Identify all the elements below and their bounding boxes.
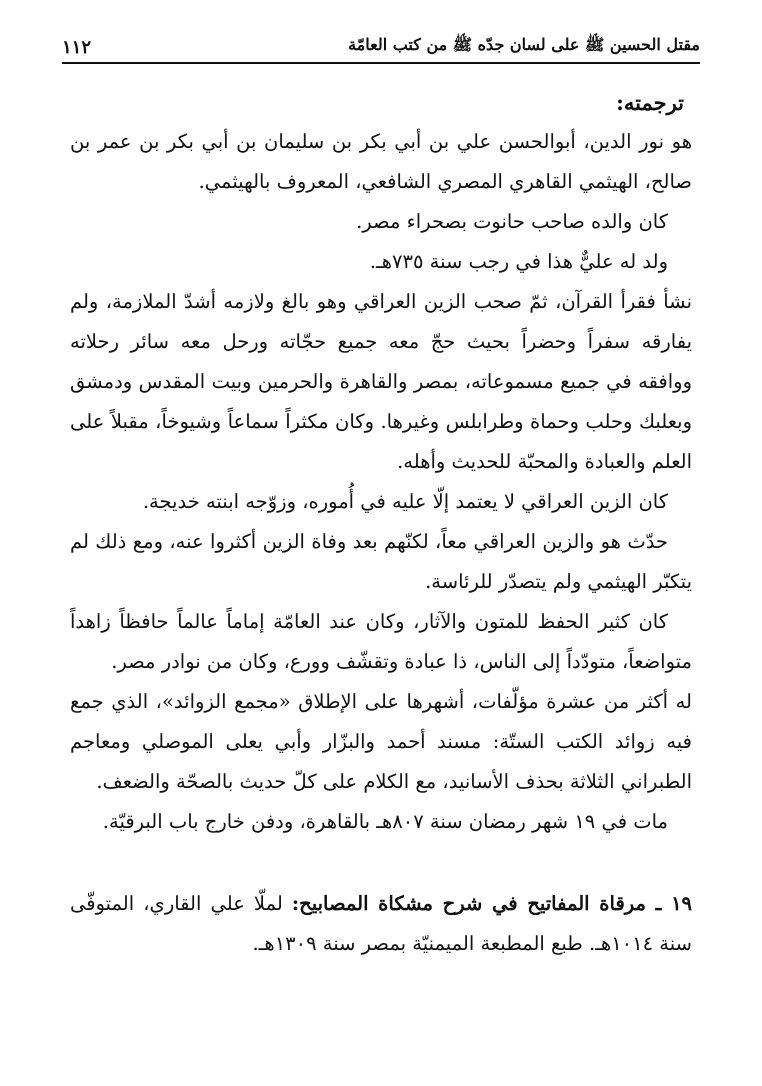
book-entry xyxy=(70,884,692,964)
page-body xyxy=(70,84,692,964)
book-entry-text: لملّا علي القاري، المتوفّى سنة ١٠١٤هـ. طبع المطبعة الميمنيّة بمصر سنة ١٣٠٩هـ. xyxy=(70,892,692,955)
running-title: مقتل الحسين ﷺ على لسان جدّه ﷺ من كتب العامّة xyxy=(348,35,700,54)
paragraph-father: كان والده صاحب حانوت بصحراء مصر. xyxy=(356,210,668,233)
paragraph-narration: حدّث هو والزين العراقي معاً، لكنّهم بعد وفاة الزين أكثروا عنه، ومع ذلك لم يتكبّر الهيثمي ولم يتصدّر للرئاسة. xyxy=(70,530,692,593)
paragraph-character: كان كثير الحفظ للمتون والآثار، وكان عند العامّة إماماً عالماً حافظاً زاهداً متواضعاً، متودّداً إلى الناس، ذا عبادة وتقشّف وورع، وكان من نوادر مصر. xyxy=(70,610,692,673)
section-heading: ترجمته: xyxy=(616,90,684,115)
paragraph-birth: ولد له عليٌّ هذا في رجب سنة ٧٣٥هـ. xyxy=(369,250,668,273)
paragraph-upbringing: نشأ فقرأ القرآن، ثمّ صحب الزين العراقي وهو بالغ ولازمه أشدّ الملازمة، ولم يفارقه سفراً وحضراً بحيث حجّ معه جميع حجّاته ورحل معه سائر رحلاته ووافقه في جميع مسموعاته، بمصر والقاهرة والحرمين وبيت المقدس ودمشق وبعلبك وحلب وحماة وطرابلس وغيرها. وكان مكثراً سماعاً وشيوخاً، مقبلاً على العلم والعبادة والمحبّة للحديث وأهله. xyxy=(70,290,692,473)
section-gap xyxy=(70,842,692,884)
page-header xyxy=(62,26,700,64)
paragraph-marriage: كان الزين العراقي لا يعتمد إلّا عليه في أُموره، وزوّجه ابنته خديجة. xyxy=(142,490,668,513)
paragraph-death: مات في ١٩ شهر رمضان سنة ٨٠٧هـ بالقاهرة، ودفن خارج باب البرقيّة. xyxy=(102,810,668,833)
paragraph-works: له أكثر من عشرة مؤلّفات، أشهرها على الإطلاق «مجمع الزوائد»، الذي جمع فيه زوائد الكتب الستّة: مسند أحمد والبزّار وأبي يعلى الموصلي ومعاجم الطبراني الثلاثة بحذف الأسانيد، مع الكلام على كلّ حديث بالصحّة والضعف. xyxy=(70,690,692,793)
page-number: ١١٢ xyxy=(62,37,92,58)
book-entry-title: ١٩ ـ مرقاة المفاتيح في شرح مشكاة المصابيح: xyxy=(291,892,693,915)
paragraph-biography-name: هو نور الدين، أبوالحسن علي بن أبي بكر بن سليمان بن أبي بكر بن عمر بن صالح، الهيثمي القاهري المصري الشافعي، المعروف بالهيثمي. xyxy=(70,130,692,193)
